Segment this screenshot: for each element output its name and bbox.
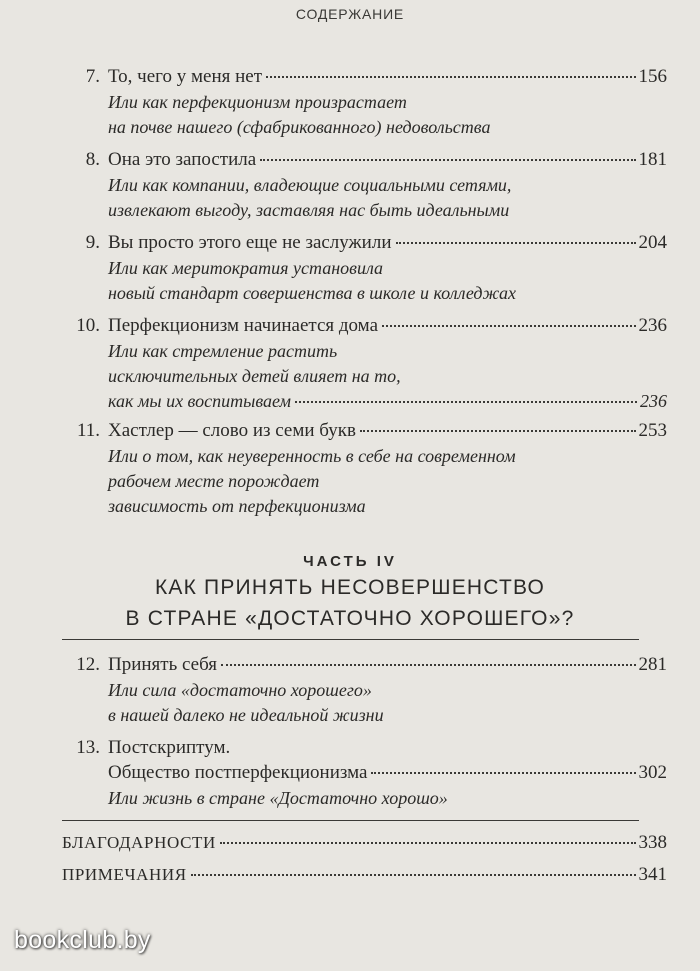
part-title: КАК ПРИНЯТЬ НЕСОВЕРШЕНСТВО bbox=[154, 576, 546, 599]
dot-leader bbox=[382, 325, 636, 327]
chapter-title: Хастлер — слово из семи букв bbox=[108, 420, 356, 441]
chapter-subtitle: зависимость от перфекционизма bbox=[108, 496, 366, 516]
chapter-subtitle: Или как перфекционизм произрастает bbox=[108, 92, 407, 112]
chapter-subtitle: Или как стремление растить bbox=[108, 341, 338, 361]
chapter-number: 7. bbox=[85, 66, 100, 87]
chapter-subtitle: рабочем месте порождает bbox=[108, 471, 320, 491]
dot-leader bbox=[396, 242, 636, 244]
page-number: 181 bbox=[638, 149, 667, 170]
chapter-title: Вы просто этого еще не заслужили bbox=[108, 232, 392, 253]
chapter-title: Принять себя bbox=[108, 654, 218, 675]
page-number: 156 bbox=[638, 66, 667, 87]
part-title: В СТРАНЕ «ДОСТАТОЧНО ХОРОШЕГО»? bbox=[125, 607, 575, 630]
chapter-title: То, чего у меня нет bbox=[108, 66, 263, 87]
part-label: ЧАСТЬ IV bbox=[303, 553, 397, 570]
page-number: 341 bbox=[638, 864, 667, 885]
dot-leader bbox=[360, 430, 636, 432]
toc-subentry-10[interactable] bbox=[108, 389, 667, 414]
chapter-title: Постскриптум. bbox=[108, 737, 231, 758]
toc-entry-notes[interactable] bbox=[62, 862, 667, 887]
toc-entry-10[interactable] bbox=[62, 313, 667, 338]
page-number: 253 bbox=[638, 420, 667, 441]
dot-leader bbox=[220, 842, 636, 844]
chapter-number: 9. bbox=[85, 232, 100, 253]
chapter-number: 12. bbox=[76, 654, 100, 675]
chapter-subtitle: как мы их воспитываем bbox=[108, 391, 292, 411]
chapter-number: 10. bbox=[76, 315, 100, 336]
dot-leader bbox=[371, 772, 635, 774]
toc-entry-13-cont[interactable] bbox=[108, 760, 667, 785]
page-number: 302 bbox=[638, 762, 667, 783]
dot-leader bbox=[266, 76, 635, 78]
chapter-subtitle: извлекают выгоду, заставляя нас быть идеальными bbox=[108, 200, 510, 220]
chapter-subtitle: Или о том, как неуверенность в себе на современном bbox=[108, 446, 516, 466]
toc-entry-7[interactable] bbox=[62, 64, 667, 89]
page-number: 204 bbox=[638, 232, 667, 253]
toc-entry-13[interactable] bbox=[62, 735, 667, 760]
divider-rule bbox=[62, 639, 639, 640]
dot-leader bbox=[295, 401, 637, 403]
section-title: ПРИМЕЧАНИЯ bbox=[62, 865, 187, 884]
chapter-subtitle: Или как меритократия установила bbox=[108, 258, 384, 278]
section-title: БЛАГОДАРНОСТИ bbox=[62, 833, 216, 852]
site-watermark: bookclub.by bbox=[14, 926, 151, 954]
chapter-number: 11. bbox=[76, 420, 100, 441]
chapter-title: Перфекционизм начинается дома bbox=[108, 315, 378, 336]
chapter-subtitle: Или сила «достаточно хорошего» bbox=[108, 680, 372, 700]
dot-leader bbox=[191, 874, 636, 876]
chapter-subtitle: на почве нашего (сфабрикованного) недовольства bbox=[108, 117, 491, 137]
chapter-subtitle: Или как компании, владеющие социальными сетями, bbox=[108, 175, 512, 195]
toc-entry-12[interactable] bbox=[62, 652, 667, 677]
page-number: 236 bbox=[638, 315, 667, 336]
toc-entry-11[interactable] bbox=[62, 418, 667, 443]
running-head: СОДЕРЖАНИЕ bbox=[295, 6, 405, 22]
chapter-subtitle: новый стандарт совершенства в школе и колледжах bbox=[108, 283, 517, 303]
chapter-subtitle: исключительных детей влияет на то, bbox=[108, 366, 401, 386]
chapter-subtitle: в нашей далеко не идеальной жизни bbox=[108, 705, 384, 725]
dot-leader bbox=[221, 664, 635, 666]
chapter-title: Общество постперфекционизма bbox=[108, 762, 368, 783]
dot-leader bbox=[260, 159, 635, 161]
chapter-title: Она это запостила bbox=[108, 149, 257, 170]
divider-rule bbox=[62, 820, 639, 821]
page-number: 338 bbox=[638, 832, 667, 853]
chapter-number: 13. bbox=[76, 737, 100, 758]
toc-entry-9[interactable] bbox=[62, 230, 667, 255]
chapter-subtitle: Или жизнь в стране «Достаточно хорошо» bbox=[108, 788, 448, 808]
page-number: 236 bbox=[640, 391, 667, 411]
toc-entry-8[interactable] bbox=[62, 147, 667, 172]
toc-entry-acknowledgements[interactable] bbox=[62, 830, 667, 855]
page-number: 281 bbox=[638, 654, 667, 675]
chapter-number: 8. bbox=[85, 149, 100, 170]
